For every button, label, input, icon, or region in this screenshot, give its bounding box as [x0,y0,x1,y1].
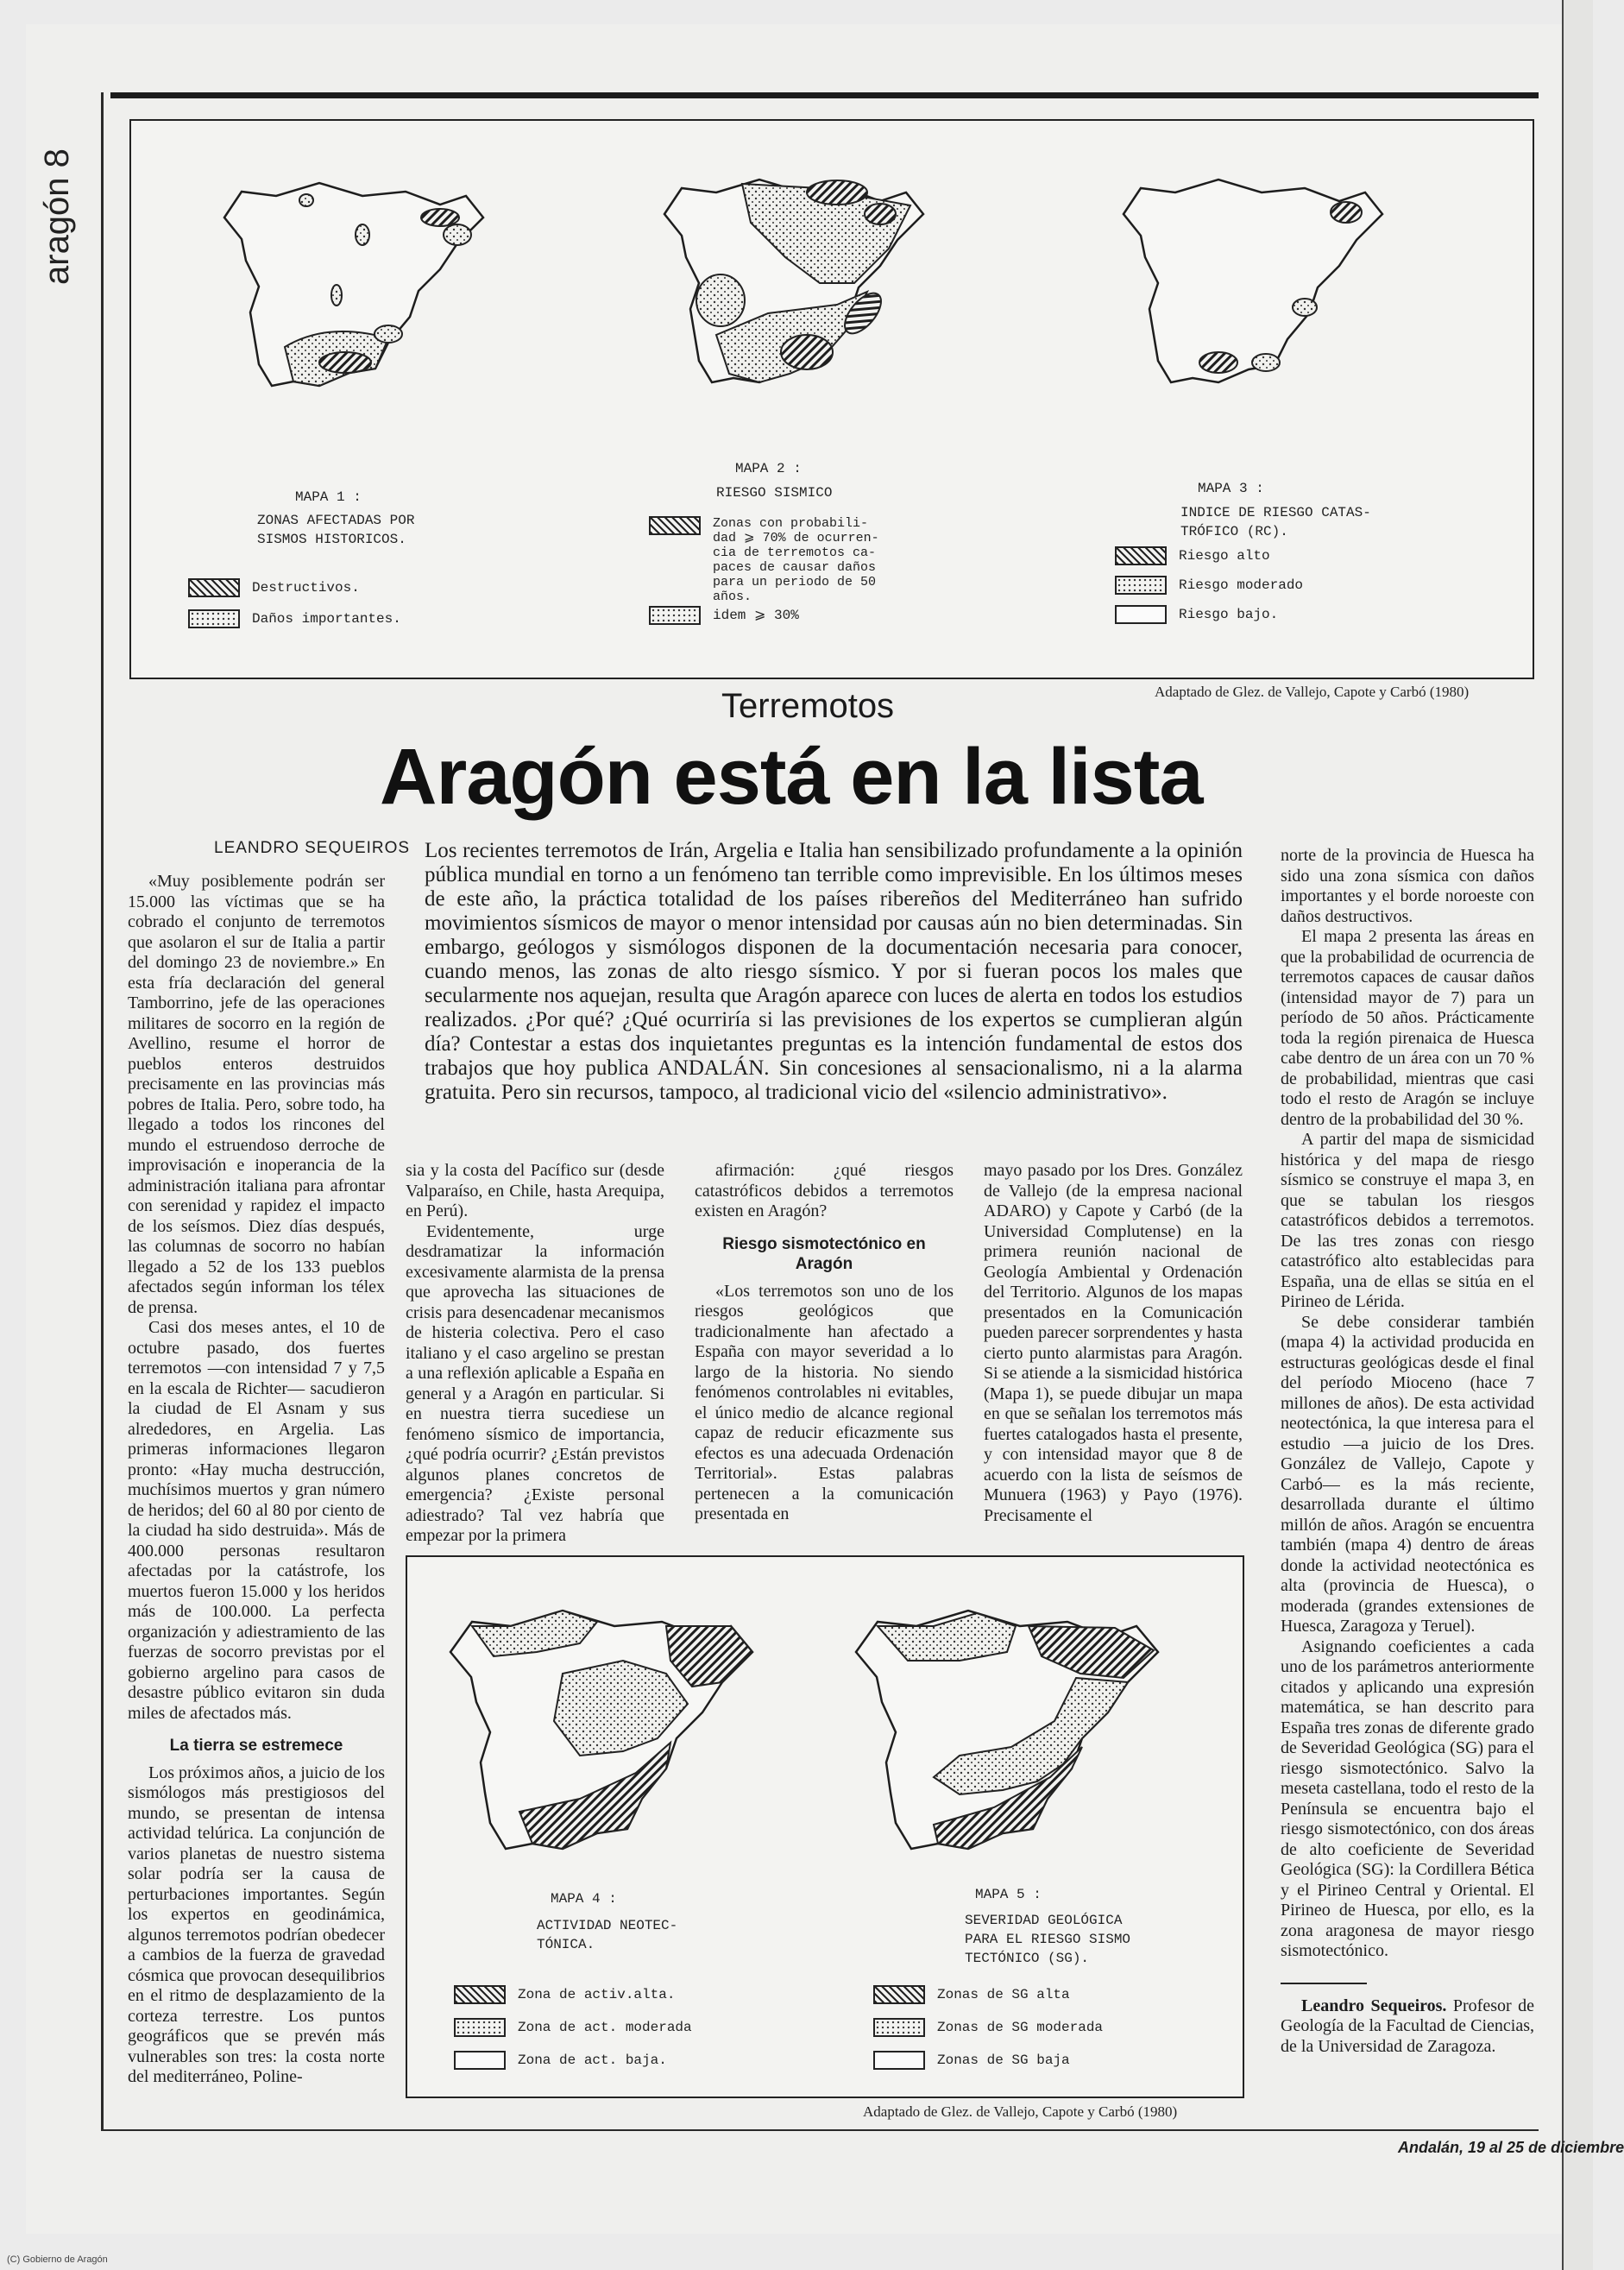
column-3 [695,1161,954,1525]
map1-legend-destructive: Destructivos. [188,578,360,597]
page-footer: Andalán, 19 al 25 de diciembre [1398,2139,1624,2156]
top-maps-drawing [131,121,1533,414]
paragraph: sia y la costa del Pacífico sur (desde Valparaíso, en Chile, hasta Arequipa, en Perú). [406,1161,664,1220]
signature-rule [1281,1983,1367,1984]
column-4 [984,1161,1243,1526]
map5-legend-low: Zonas de SG baja [873,2051,1070,2070]
paragraph: Evidentemente, urge desdramatizar la información excesivamente alarmista de la prensa que aprovecha las situaciones de crisis para desencadenar mecanismos de histeria colectiva. Pero el caso italiano y el caso argelino se prestan a una reflexión aplicable a España en general y a Aragón en particular. Si en nuestra tierra sucediese un fenómeno sísmico de importancia, ¿qué podría ocurrir? ¿Están previstos algunos planes concretos de emergencia? ¿Existe personal adiestrado? Tal vez habría que empezar por la primera [406,1221,664,1545]
map3-title: MAPA 3 : [1198,481,1264,496]
hatch-swatch [649,516,701,535]
blank-swatch [873,2051,925,2070]
map3-spain [1124,180,1382,382]
map2-title: MAPA 2 : [735,461,802,476]
blank-swatch [1115,605,1167,624]
map3-legend-moderate: Riesgo moderado [1115,576,1303,595]
byline: LEANDRO SEQUEIROS [214,839,411,857]
left-rule [101,92,104,2129]
subheading: La tierra se estremece [169,1737,343,1755]
map4-subtitle: ACTIVIDAD NEOTEC- TÓNICA. [537,1918,678,1952]
column-5 [1281,846,1534,2057]
paragraph: «Los terremotos son uno de los riesgos geológicos que tradicionalmente han afectado a España con mayor severidad a lo largo de la historia. No siendo fenómenos controlables ni evitables, el único medio de alcance regional capaz de reducir eficazmente sus efectos es una adecuada Ordenación Territorial». Estas palabras pertenecen a la comunicación presentada en [695,1281,954,1523]
paragraph: afirmación: ¿qué riesgos catastróficos debidos a terremotos existen en Aragón? [695,1161,954,1220]
map4-legend-low: Zona de act. baja. [454,2051,667,2070]
map1-title: MAPA 1 : [295,489,362,505]
column-1 [128,872,385,2088]
bottom-rule [101,2129,1539,2131]
subheading: Riesgo sismotectónico en Aragón [722,1234,926,1273]
map4-title: MAPA 4 : [551,1891,617,1907]
map2-legend-70: Zonas con probabili- dad ⩾ 70% de ocurren- cia de terremotos ca- paces de causar daños para un periodo de 50 años. [649,516,879,604]
hatch-swatch [873,1985,925,2004]
top-maps-panel [129,119,1534,679]
map4-spain [450,1611,752,1849]
paragraph: Asignando coeficientes a cada uno de los parámetros anteriormente citados y aplicando una expresión matemática, se han descrito para España tres zonas de diferente grado de Severidad Geológica (SG) para el riesgo sismotectónico. Salvo la meseta castellana, todo el resto de la Península se encuentra bajo el riesgo sismotectónico, con dos áreas de alto coeficiente de Severidad Geológica (SG): la Cordillera Bética y el Pirineo Central y Oriental. El Pirineo de Huesca, por ello, es la zona aragonesa de mayor riesgo sismotectónico. [1281,1636,1534,1960]
map5-title: MAPA 5 : [975,1887,1042,1902]
kicker: Terremotos [721,687,895,725]
map5-spain [856,1611,1158,1849]
dots-swatch [649,606,701,625]
top-maps-credit: Adaptado de Glez. de Vallejo, Capote y Carbó (1980) [1155,684,1470,700]
adjacent-page-edge [1562,0,1593,2270]
paragraph: Se debe considerar también (mapa 4) la actividad producida en estructuras geológicas desde el final del período Mioceno (hace 7 millones de años). De esta actividad neotectónica, la que interesa para el estudio —a juicio de los Dres. González de Vallejo, Capote y Carbó— es la más reciente, desarrollada durante el último millón de años. Aragón se encuentra también (mapa 4) dentro de áreas donde la actividad neotectónica es alta (provincia de Huesca), o moderada (grandes extensiones de Huesca, Zaragoza y Teruel). [1281,1312,1534,1636]
map3-legend-low: Riesgo bajo. [1115,605,1278,624]
top-rule [110,92,1539,98]
map5-legend-high: Zonas de SG alta [873,1985,1070,2004]
bottom-maps-drawing [407,1557,1243,1868]
map4-legend-high: Zona de activ.alta. [454,1985,675,2004]
dots-swatch [454,2018,506,2037]
paragraph: Los próximos años, a juicio de los sismólogos más prestigiosos del mundo, se presentan de intensa actividad telúrica. La conjunción de varios planetas de nuestro sistema solar podría ser la causa de perturbaciones importantes. Según los expertos en geodinámica, algunos terremotos podrían obedecer a cambios de la fuerza de gravedad cósmica que provocan desequilibrios en el ritmo de desplazamiento de la corteza terrestre. Los puntos geográficos que se prevén más vulnerables son tres: la costa norte del mediterráneo, Poline- [128,1762,385,2086]
map3-legend-high: Riesgo alto [1115,546,1270,565]
map4-legend-moderate: Zona de act. moderada [454,2018,692,2037]
map3-subtitle: INDICE DE RIESGO CATAS- TRÓFICO (RC). [1180,505,1371,539]
map2-spain [664,180,923,382]
section-tag: aragón 8 [38,148,76,285]
lead-paragraph: Los recientes terremotos de Irán, Argelia e Italia han sensibilizado profundamente a la opinión pública mundial en torno a un fenómeno tan terrible como imprevisible. En los últimos meses de este año, la práctica totalidad de los países ribereños del Mediterráneo han sufrido movimientos sísmicos de mayor o menor intensidad por causas aún no bien determinadas. Sin embargo, geólogos y sismólogos disponen de la documentación necesaria para conocer, cuando menos, las zonas de alto riesgo sísmico. Y por si fueran pocos los males que secularmente nos aquejan, resulta que Aragón aparece con luces de alerta en todos los estudios realizados. ¿Por qué? ¿Qué ocurriría si las previsiones de los expertos se cumplieran algún día? Contestar a estas dos inquietantes preguntas es la intención fundamental de estos dos trabajos que hoy publica ANDALÁN. Sin concesiones al sensacionalismo, ni a la alarma gratuita. Pero sin recursos, tampoco, al tradicional vicio del «silencio administrativo». [425,839,1243,1104]
paragraph: mayo pasado por los Dres. González de Vallejo (de la empresa nacional ADARO) y Capote y Carbó (de la Universidad Complutense) en la primera reunión nacional de Geología Ambiental y Ordenación del Territorio. Algunos de los mapas presentados en la Comunicación pueden parecer sorprendentes y hasta cierto punto alarmistas para Aragón. Si se atiende a la sismicidad histórica (Mapa 1), se puede dibujar un mapa en que se señalan los terremotos más fuertes catalogados hasta el presente, y con intensidad mayor que 8 de acuerdo con la lista de seísmos de Munuera (1963) y Payo (1976). Precisamente el [984,1161,1243,1525]
map1-legend-damage: Daños importantes. [188,609,401,628]
map1-subtitle: ZONAS AFECTADAS POR SISMOS HISTORICOS. [257,513,415,547]
author-signature: Leandro Sequeiros. Profesor de Geología de la Facultad de Ciencias, de la Universidad de Zaragoza. [1281,1996,1534,2056]
bottom-maps-panel [406,1555,1244,2098]
paragraph: El mapa 2 presenta las áreas en que la probabilidad de ocurrencia de terremotos capaces de causar daños (intensidad mayor de 7) para un período de 50 años. Prácticamente toda la región pirenaica de Huesca cabe dentro de un área con un 70 % de probabilidad, mientras que casi todo el resto de Aragón se incluye dentro de la probabilidad del 30 %. [1281,927,1534,1129]
dots-swatch [873,2018,925,2037]
headline: Aragón está en la lista [380,733,1203,821]
hatch-swatch [454,1985,506,2004]
map2-legend-30: idem ⩾ 30% [649,606,799,625]
paragraph: Casi dos meses antes, el 10 de octubre pasado, dos fuertes terremotos —con intensidad 7 y 7,5 en la escala de Richter— sacudieron la ciudad de El Asnam y sus alrededores, en Argelia. Las primeras informaciones llegaron pronto: «Hay mucha destrucción, muchísimos muertos y gran número de heridos; del 60 al 80 por ciento de la ciudad ha sido destruida». Más de 400.000 personas resultaron afectadas por la catástrofe, los muertos fueron 15.000 y los heridos más de 100.000. La perfecta organización y adiestramiento de las fuerzas de socorro previstas por el gobierno argelino para casos de desastre público evitaron sin duda miles de afectados más. [128,1318,385,1723]
column-2 [406,1161,664,1547]
dots-swatch [188,609,240,628]
map5-legend-moderate: Zonas de SG moderada [873,2018,1103,2037]
bottom-maps-credit: Adaptado de Glez. de Vallejo, Capote y Carbó (1980) [863,2103,1178,2120]
dots-swatch [1115,576,1167,595]
paragraph: norte de la provincia de Huesca ha sido una zona sísmica con daños importantes y el borde noroeste con daños destructivos. [1281,846,1534,926]
paragraph: A partir del mapa de sismicidad histórica y del mapa de riesgo sísmico se construye el mapa 3, en que se tabulan los riesgos catastróficos debidos a terremotos. De las tres zonas con riesgo catastrófico alto establecidas para España, una de ellas se sitúa en el Pirineo de Lérida. [1281,1130,1534,1311]
blank-swatch [454,2051,506,2070]
hatch-swatch [188,578,240,597]
hatch-swatch [1115,546,1167,565]
map5-subtitle: SEVERIDAD GEOLÓGICA PARA EL RIESGO SISMO TECTÓNICO (SG). [965,1913,1131,1966]
map1-spain [224,183,483,386]
map2-subtitle: RIESGO SISMICO [716,485,833,501]
paragraph: «Muy posiblemente podrán ser 15.000 las víctimas que se ha cobrado el conjunto de terremotos que asolaron el sur de Italia a partir del domingo 23 de noviembre.» En esta fría declaración del general Tamborrino, jefe de las operaciones militares de socorro en la región de Avellino, resume el horror de pueblos enteros destruidos precisamente en las provincias más pobres de Italia. Pero, sobre todo, ha llegado a todos los rincones del mundo el estruendoso derroche de improvisación e inoperancia de la administración italiana para afrontar con serenidad y rapidez el impacto de los seísmos. Diez días después, las columnas de socorro no habían llegado a 52 de los 133 pueblos afectados según informan los télex de prensa. [128,872,385,1317]
copyright-notice: (C) Gobierno de Aragón [7,2254,108,2265]
